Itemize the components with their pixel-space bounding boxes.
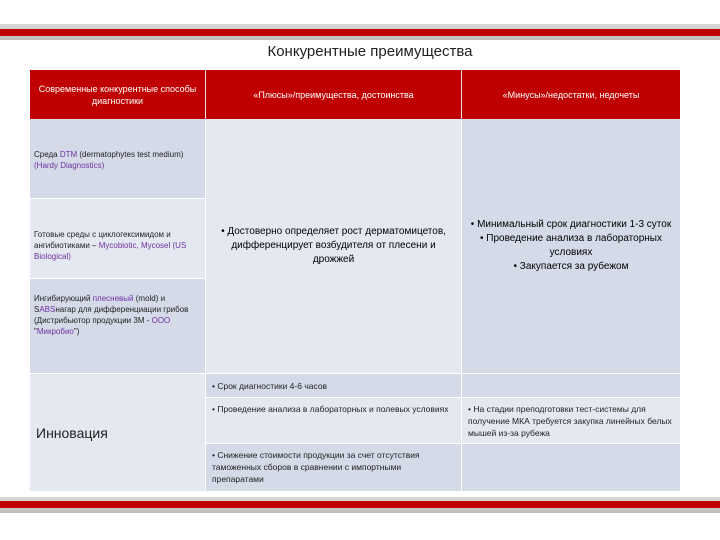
top-red-stripe [0,29,720,36]
method-row-inhibitory-mold: Ингибирующий плесневый (mold) и SABSнагар для дифференциации грибов (Дистрибьютор продукции 3M - ООО "Микробио") [30,279,206,374]
innovation-minus-2: • На стадии преподготовки тест-системы для получение МКА требуется закупка линейных белых мышей из-за рубежа [462,398,680,444]
method-row-dtm: Среда DTM (dermatophytes test medium) (Hardy Diagnostics) [30,119,206,199]
innovation-plus-3: • Снижение стоимости продукции за счет отсутствия таможенных сборов в сравнении с импортными препаратами [206,444,462,492]
innovation-plus-2: • Проведение анализа в лабораторных и полевых условиях [206,398,462,444]
header-col-cons: «Минусы»/недостатки, недочеты [462,70,680,119]
innovation-minus-1 [462,374,680,398]
innovation-label-cell [30,374,206,492]
innovation-label: Инновация [36,424,108,441]
header-col-methods: Современные конкурентные способы диагностики [30,70,206,119]
header-col-pros: «Плюсы»/преимущества, достоинства [206,70,462,119]
method-row-cycloheximide: Готовые среды с циклогексимидом и ангибиотиками – Mycobiotic, Mycosel (US Biological) [30,199,206,279]
innovation-plus-1: • Срок диагностики 4-6 часов [206,374,462,398]
cons-existing-methods: • Минимальный срок диагностики 1-3 суток • Проведение анализа в лабораторных условиях • Закупается за рубежом [462,119,680,374]
pros-existing-methods: • Достоверно определяет рост дерматомицетов, дифференцирует возбудителя от плесени и дрожжей [206,119,462,374]
page-title: Конкурентные преимущества [267,43,473,60]
innovation-minus-3 [462,444,680,492]
bottom-red-stripe [0,501,720,508]
comparison-table [30,70,680,492]
